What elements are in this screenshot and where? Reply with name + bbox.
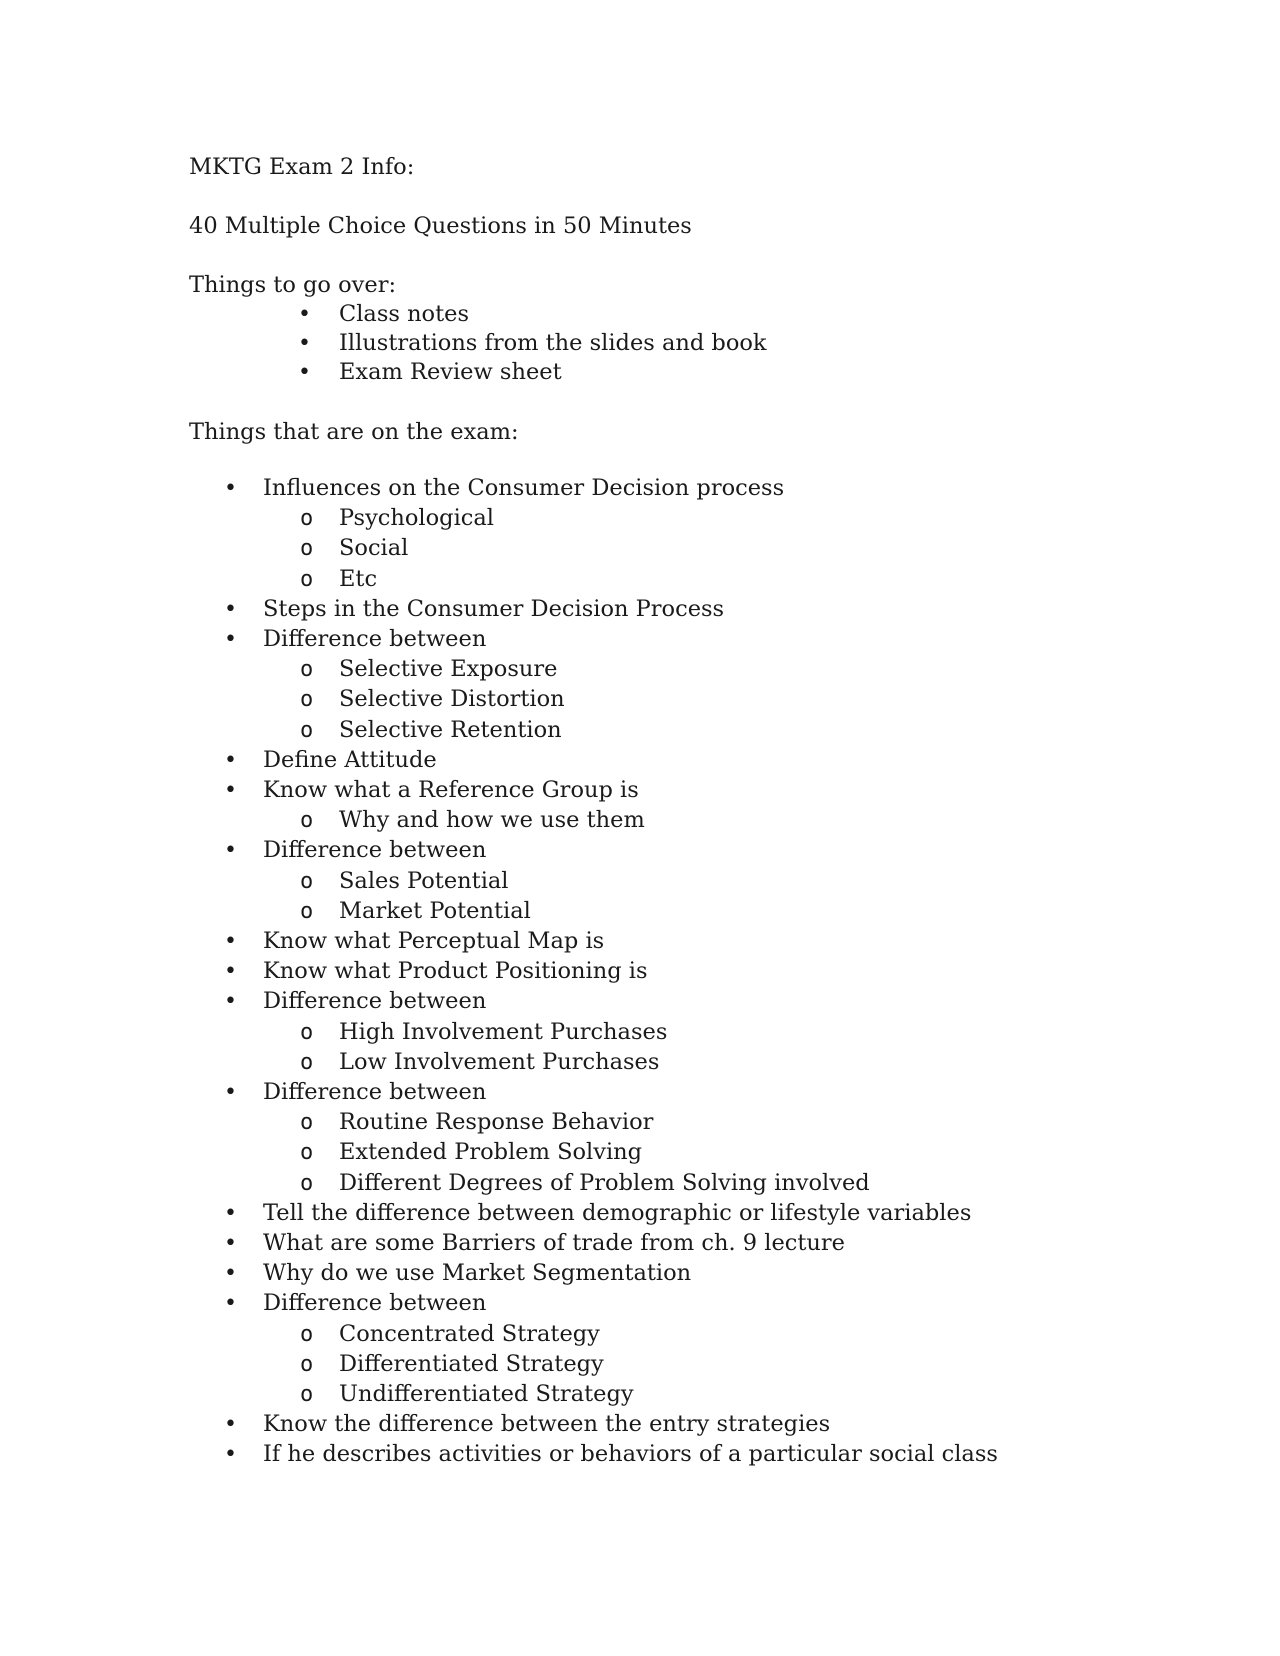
exam-subtopic: Selective Retention bbox=[339, 716, 562, 743]
exam-subtopic: Psychological bbox=[339, 505, 494, 532]
bullet-icon: • bbox=[224, 959, 237, 985]
exam-topic: Difference between bbox=[263, 1290, 487, 1317]
exam-subtopic: Extended Problem Solving bbox=[339, 1139, 643, 1166]
bullet-icon: • bbox=[224, 476, 237, 501]
exam-topic: Difference between bbox=[263, 837, 487, 864]
exam-subtopic: Concentrated Strategy bbox=[339, 1320, 600, 1347]
sub-bullet-icon: o bbox=[300, 898, 314, 924]
go-over-item: Exam Review sheet bbox=[339, 359, 562, 385]
exam-topic: Define Attitude bbox=[263, 746, 437, 773]
document-title: MKTG Exam 2 Info: bbox=[189, 154, 415, 180]
exam-topic: Difference between bbox=[263, 1079, 487, 1105]
exam-topic: Know what a Reference Group is bbox=[263, 777, 639, 803]
bullet-icon: • bbox=[224, 1412, 237, 1438]
exam-topic: Know what Perceptual Map is bbox=[263, 928, 605, 954]
exam-topic: Influences on the Consumer Decision process bbox=[263, 475, 785, 501]
exam-topic: Why do we use Market Segmentation bbox=[263, 1260, 692, 1287]
exam-topic: What are some Barriers of trade from ch. 9 lecture bbox=[263, 1230, 845, 1256]
exam-topic: Know the difference between the entry strategies bbox=[263, 1411, 831, 1438]
bullet-icon: • bbox=[224, 1200, 237, 1226]
sub-bullet-icon: o bbox=[300, 1170, 314, 1196]
exam-subtopic: Etc bbox=[339, 565, 378, 592]
on-exam-heading: Things that are on the exam: bbox=[189, 419, 519, 445]
exam-subtopic: Social bbox=[339, 535, 409, 562]
document-subtitle: 40 Multiple Choice Questions in 50 Minutes bbox=[189, 213, 692, 239]
bullet-icon: • bbox=[298, 331, 311, 356]
sub-bullet-icon: o bbox=[300, 1140, 314, 1166]
exam-subtopic: High Involvement Purchases bbox=[339, 1018, 668, 1045]
exam-topic: Difference between bbox=[263, 988, 487, 1015]
bullet-icon: • bbox=[224, 1291, 237, 1317]
bullet-icon: • bbox=[298, 360, 311, 385]
exam-topic: If he describes activities or behaviors of a particular social class bbox=[263, 1441, 998, 1468]
sub-bullet-icon: o bbox=[300, 1049, 314, 1075]
exam-topic: Steps in the Consumer Decision Process bbox=[263, 595, 725, 622]
go-over-heading: Things to go over: bbox=[189, 272, 397, 298]
exam-subtopic: Market Potential bbox=[339, 897, 531, 924]
sub-bullet-icon: o bbox=[300, 536, 314, 562]
go-over-item: Illustrations from the slides and book bbox=[339, 330, 767, 356]
bullet-icon: • bbox=[224, 838, 237, 864]
sub-bullet-icon: o bbox=[300, 717, 314, 743]
bullet-icon: • bbox=[224, 778, 237, 803]
exam-subtopic: Sales Potential bbox=[339, 867, 509, 894]
exam-topic: Tell the difference between demographic or lifestyle variables bbox=[263, 1199, 972, 1226]
bullet-icon: • bbox=[224, 1231, 237, 1256]
exam-subtopic: Different Degrees of Problem Solving involved bbox=[339, 1169, 870, 1196]
sub-bullet-icon: o bbox=[300, 687, 314, 713]
bullet-icon: • bbox=[224, 1261, 237, 1287]
bullet-icon: • bbox=[224, 627, 237, 652]
sub-bullet-icon: o bbox=[300, 868, 314, 894]
bullet-icon: • bbox=[224, 929, 237, 954]
bullet-icon: • bbox=[298, 302, 311, 327]
sub-bullet-icon: o bbox=[300, 1110, 314, 1136]
exam-subtopic: Undifferentiated Strategy bbox=[339, 1381, 634, 1407]
sub-bullet-icon: o bbox=[300, 1321, 314, 1347]
exam-subtopic: Differentiated Strategy bbox=[339, 1350, 604, 1377]
sub-bullet-icon: o bbox=[300, 1351, 314, 1377]
bullet-icon: • bbox=[224, 989, 237, 1015]
exam-topic: Difference between bbox=[263, 626, 487, 652]
sub-bullet-icon: o bbox=[300, 506, 314, 532]
exam-subtopic: Routine Response Behavior bbox=[339, 1109, 654, 1136]
bullet-icon: • bbox=[224, 596, 237, 622]
go-over-item: Class notes bbox=[339, 301, 470, 327]
bullet-icon: • bbox=[224, 1080, 237, 1105]
sub-bullet-icon: o bbox=[300, 566, 314, 592]
sub-bullet-icon: o bbox=[300, 808, 314, 834]
sub-bullet-icon: o bbox=[300, 657, 314, 683]
exam-topic: Know what Product Positioning is bbox=[263, 958, 648, 985]
sub-bullet-icon: o bbox=[300, 1019, 314, 1045]
exam-subtopic: Selective Distortion bbox=[339, 686, 565, 713]
sub-bullet-icon: o bbox=[300, 1382, 314, 1407]
bullet-icon: • bbox=[224, 1442, 237, 1468]
exam-subtopic: Selective Exposure bbox=[339, 656, 558, 683]
exam-subtopic: Why and how we use them bbox=[339, 807, 645, 834]
bullet-icon: • bbox=[224, 747, 237, 773]
exam-subtopic: Low Involvement Purchases bbox=[339, 1048, 660, 1075]
